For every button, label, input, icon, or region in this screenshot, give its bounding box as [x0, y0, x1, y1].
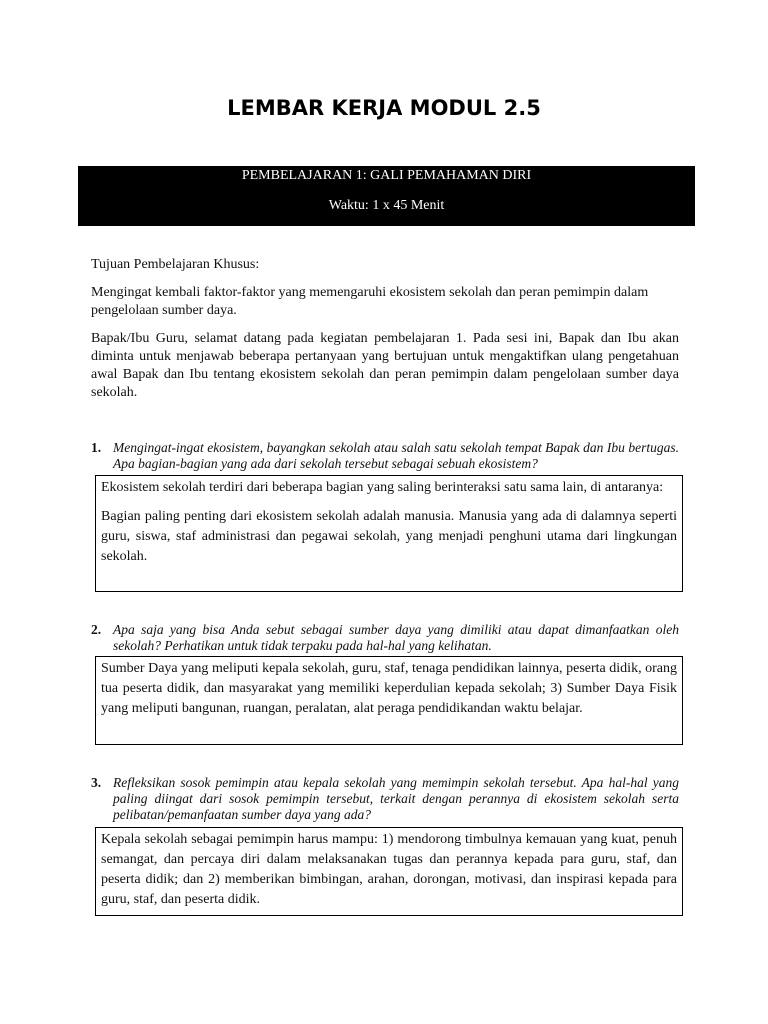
- question-text: Mengingat-ingat ekosistem, bayangkan sekolah atau salah satu sekolah tempat Bapak dan Ibu bertugas. Apa bagian-bagian yang ada dari sekolah tersebut sebagai sebuah ekosistem?: [113, 440, 679, 471]
- question-number: 1.: [91, 440, 102, 455]
- question-2: [91, 622, 679, 654]
- answer-text: Sumber Daya yang meliputi kepala sekolah, guru, staf, tenaga pendidikan lainnya, peserta didik, orang tua peserta didik, dan masyarakat yang memiliki keperdulian kepada sekolah; 3) Sumber Daya Fisik yang meliputi bangunan, ruangan, peralatan, alat peraga pendidikandan waktu belajar.: [101, 661, 677, 716]
- question-text: Refleksikan sosok pemimpin atau kepala sekolah yang memimpin sekolah tersebut. Apa hal-hal yang paling diingat dari sosok pemimpin tersebut, terkait dengan perannya di ekosistem sekolah serta pelibatan/pemanfaatan sumber daya yang ada?: [113, 775, 679, 822]
- answer-text: Kepala sekolah sebagai pemimpin harus mampu: 1) mendorong timbulnya kemauan yang kuat, penuh semangat, dan percaya diri dalam melaksanakan tugas dan perannya kepada para guru, staf, dan peserta didik; dan 2) memberikan bimbingan, arahan, dorongan, motivasi, dan inspirasi kepada para guru, staf, dan peserta didik.: [101, 832, 677, 907]
- objective-heading: Tujuan Pembelajaran Khusus:: [91, 257, 260, 272]
- answer-text: Ekosistem sekolah terdiri dari beberapa bagian yang saling berinteraksi satu sama lain, di antaranya:: [101, 480, 664, 495]
- section-banner: [78, 166, 695, 226]
- answer-box-3[interactable]: [95, 827, 683, 916]
- question-number: 3.: [91, 775, 102, 790]
- banner-duration: Waktu: 1 x 45 Menit: [328, 198, 445, 213]
- question-number: 2.: [91, 622, 102, 637]
- question-1: [91, 440, 679, 472]
- page-title: LEMBAR KERJA MODUL 2.5: [227, 96, 541, 120]
- question-text: Apa saja yang bisa Anda sebut sebagai sumber daya yang dimiliki atau dapat dimanfaatkan oleh sekolah? Perhatikan untuk tidak terpaku pada hal-hal yang kelihatan.: [113, 622, 679, 653]
- greeting-text: Bapak/Ibu Guru, selamat datang pada kegiatan pembelajaran 1. Pada sesi ini, Bapak dan Ibu akan diminta untuk menjawab beberapa pertanyaan yang bertujuan untuk mengaktifkan ulang pengetahuan awal Bapak dan Ibu tentang ekosistem sekolah dan peran pemimpin dalam pengelolaan sumber daya sekolah.: [91, 331, 679, 400]
- objective-text: Mengingat kembali faktor-faktor yang memengaruhi ekosistem sekolah dan peran pemimpin dalam pengelolaan sumber daya.: [91, 285, 649, 318]
- banner-title: PEMBELAJARAN 1: GALI PEMAHAMAN DIRI: [241, 168, 532, 183]
- answer-box-1[interactable]: [95, 475, 683, 592]
- question-3: [91, 775, 679, 823]
- answer-box-2[interactable]: [95, 656, 683, 745]
- answer-text: Bagian paling penting dari ekosistem sekolah adalah manusia. Manusia yang ada di dalamnya seperti guru, siswa, staf administrasi dan pegawai sekolah, yang menjadi penghuni utama dari lingkungan sekolah.: [101, 509, 677, 564]
